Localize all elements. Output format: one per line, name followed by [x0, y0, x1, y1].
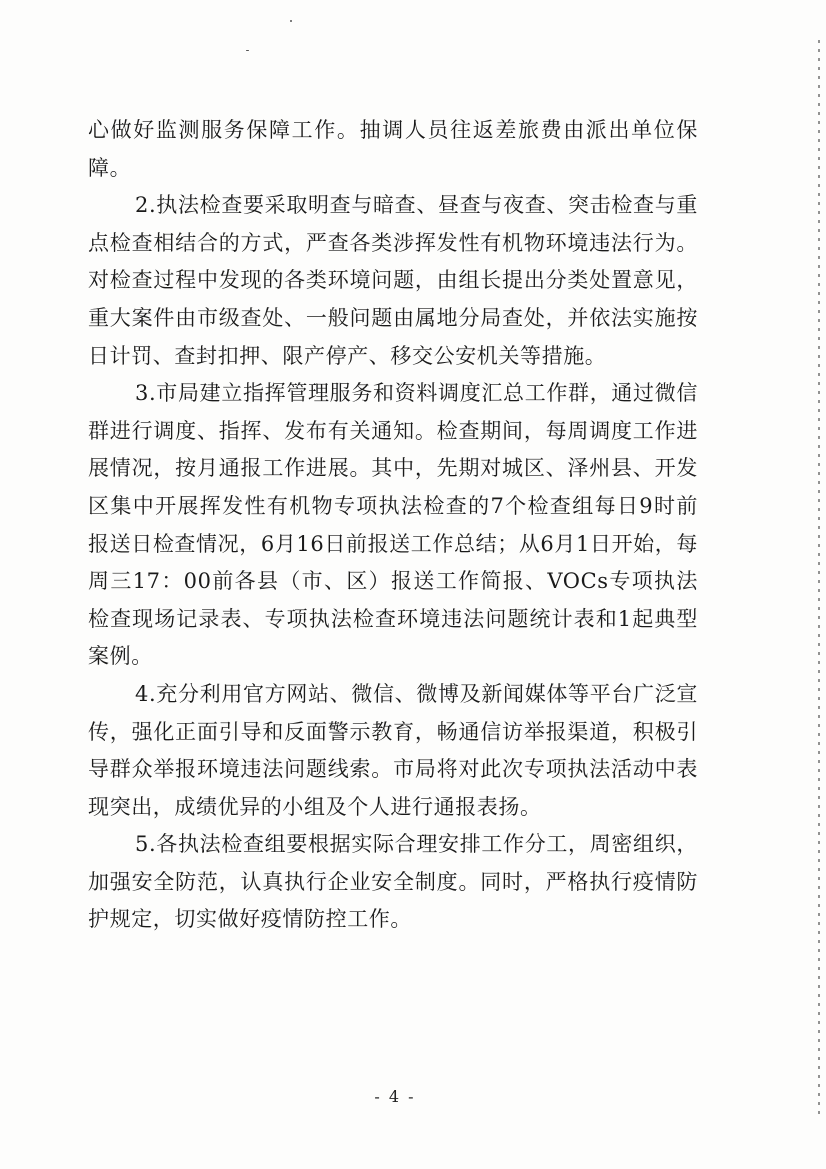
scan-speck	[246, 50, 249, 51]
paragraph-item-5: 5.各执法检查组要根据实际合理安排工作分工，周密组织，加强安全防范，认真执行企业安全制度。同时，严格执行疫情防护规定，切实做好疫情防控工作。	[88, 832, 698, 932]
paragraph-item-2: 2.执法检查要采取明查与暗查、昼查与夜查、突击检查与重点检查相结合的方式，严查各类涉挥发性有机物环境违法行为。对检查过程中发现的各类环境问题，由组长提出分类处置意见，重大案件由市级查处、一般问题由属地分局查处，并依法实施按日计罚、查封扣押、限产停产、移交公安机关等措施。	[88, 193, 698, 368]
document-body	[88, 112, 698, 939]
scan-edge-artifact	[818, 40, 820, 1120]
scan-speck	[290, 20, 292, 22]
paragraph-item-4: 4.充分利用官方网站、微信、微博及新闻媒体等平台广泛宣传，强化正面引导和反面警示教育，畅通信访举报渠道，积极引导群众举报环境违法问题线索。市局将对此次专项执法活动中表现突出，成绩优异的小组及个人进行通报表扬。	[88, 681, 698, 819]
paragraph-continuation: 心做好监测服务保障工作。抽调人员往返差旅费由派出单位保障。	[88, 118, 698, 180]
page-number: - 4 -	[374, 1087, 416, 1106]
paragraph-item-3: 3.市局建立指挥管理服务和资料调度汇总工作群，通过微信群进行调度、指挥、发布有关通知。检查期间，每周调度工作进展情况，按月通报工作进展。其中，先期对城区、泽州县、开发区集中开展挥发性有机物专项执法检查的7个检查组每日9时前报送日检查情况，6月16日前报送工作总结；从6月1日开始，每周三17：00前各县（市、区）报送工作简报、VOCs专项执法检查现场记录表、专项执法检查环境违法问题统计表和1起典型案例。	[88, 381, 698, 669]
